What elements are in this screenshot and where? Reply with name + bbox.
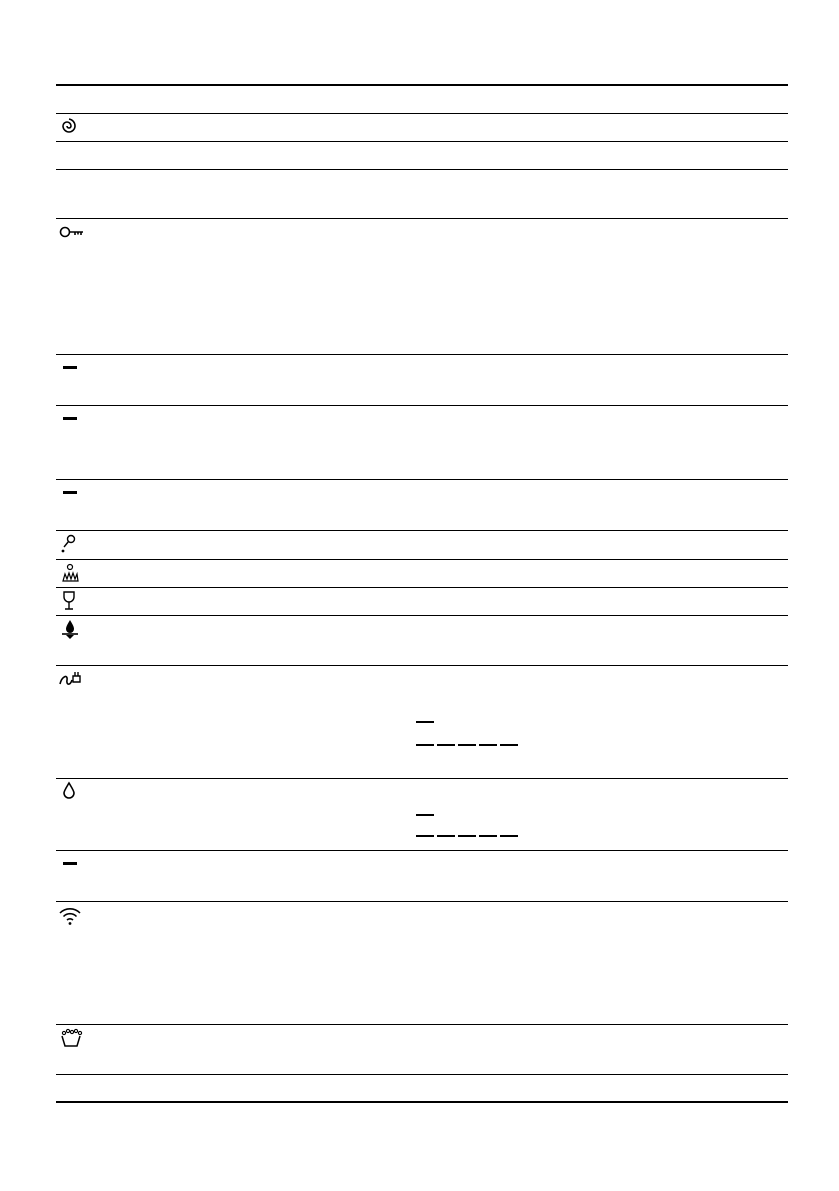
row-divider [56, 615, 788, 616]
dash-icon [58, 483, 84, 505]
row-divider [56, 778, 788, 779]
level-dash [500, 835, 518, 837]
dash-icon [58, 409, 84, 431]
row-divider [56, 1024, 788, 1025]
water-level-icon [58, 618, 84, 640]
level-dash [500, 744, 518, 746]
level-dash [416, 835, 434, 837]
level-dash [479, 835, 497, 837]
row-divider [56, 113, 788, 114]
level-dash [416, 721, 434, 723]
glass-icon [58, 590, 84, 612]
row-divider [56, 354, 788, 355]
row-divider [56, 901, 788, 902]
row-divider [56, 218, 788, 219]
dash-icon [58, 358, 84, 380]
level-dash [437, 744, 455, 746]
key-icon [58, 221, 84, 243]
row-divider [56, 850, 788, 851]
salt-icon [58, 562, 84, 584]
drop-icon [58, 780, 84, 802]
level-dash [479, 744, 497, 746]
dash-icon [58, 854, 84, 876]
row-divider [56, 169, 788, 170]
basin-icon [58, 1027, 84, 1049]
table-bottom-rule [56, 1101, 788, 1103]
row-divider [56, 559, 788, 560]
level-dash [458, 744, 476, 746]
row-divider [56, 587, 788, 588]
row-divider [56, 405, 788, 406]
rinse-aid-icon [58, 533, 84, 555]
row-divider [56, 530, 788, 531]
row-divider [56, 141, 788, 142]
level-dash [458, 835, 476, 837]
row-divider [56, 665, 788, 666]
row-divider [56, 479, 788, 480]
wifi-icon [58, 905, 84, 927]
hose-icon [58, 668, 84, 690]
table-top-rule [56, 84, 788, 86]
level-dash [416, 814, 434, 816]
row-divider [56, 1074, 788, 1075]
spiral-icon [58, 115, 84, 137]
level-dash [416, 744, 434, 746]
level-dash [437, 835, 455, 837]
